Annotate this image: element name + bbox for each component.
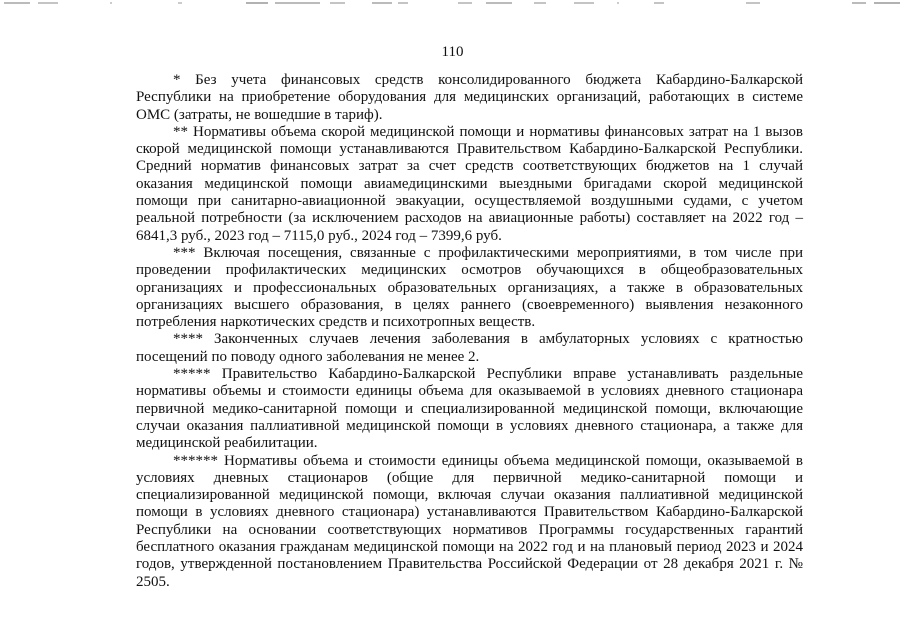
footnotes-block bbox=[136, 72, 803, 591]
footnote-3: *** Включая посещения, связанные с профилактическими мероприятиями, в том числе при проведении профилактических медицинских осмотров обучающихся в общеобразовательных организациях и профессиональных образовательных организациях, а также в образовательных организациях высшего образования, в целях раннего (своевременного) выявления незаконного потребления наркотических средств и психотропных веществ. bbox=[136, 244, 803, 331]
footnote-1: * Без учета финансовых средств консолидированного бюджета Кабардино-Балкарской Республики на приобретение оборудования для медицинских организаций, работающих в системе ОМС (затраты, не вошедшие в тариф). bbox=[136, 72, 803, 123]
footnote-5: ***** Правительство Кабардино-Балкарской Республики вправе устанавливать раздельные нормативы объемы и стоимости единицы объема для оказываемой в условиях дневного стационара первичной медико-санитарной помощи и специализированной медицинской помощи, включающие случаи оказания паллиативной медицинской помощи в условиях дневного стационара, а также для медицинской реабилитации. bbox=[136, 366, 803, 452]
footnote-4: **** Законченных случаев лечения заболевания в амбулаторных условиях с кратностью посещений по поводу одного заболевания не менее 2. bbox=[136, 331, 803, 365]
scan-artifacts bbox=[0, 0, 905, 12]
footnote-6: ****** Нормативы объема и стоимости единицы объема медицинской помощи, оказываемой в условиях дневных стационаров (общие для первичной медико-санитарной помощи и специализированной медицинской помощи, включая случаи оказания паллиативной медицинской помощи в условиях дневного стационара) устанавливаются Правительством Кабардино-Балкарской Республики на основании соответствующих нормативов Программы государственных гарантий бесплатного оказания гражданам медицинской помощи на 2022 год и на плановый период 2023 и 2024 годов, утвержденной постановлением Правительства Российской Федерации от 28 декабря 2021 г. № 2505. bbox=[136, 452, 803, 590]
page-number: 110 bbox=[441, 44, 464, 60]
footnote-2: ** Нормативы объема скорой медицинской помощи и нормативы финансовых затрат на 1 вызов скорой медицинской помощи устанавливаются Правительством Кабардино-Балкарской Республики. Средний норматив финансовых затрат за счет средств соответствующих бюджетов на 1 случай оказания медицинской помощи авиамедицинскими выездными бригадами скорой медицинской помощи при санитарно-авиационной эвакуации, осуществляемой воздушными судами, с учетом реальной потребности (за исключением расходов на авиационные работы) составляет на 2022 год – 6841,3 руб., 2023 год – 7115,0 руб., 2024 год – 7399,6 руб. bbox=[136, 123, 803, 244]
